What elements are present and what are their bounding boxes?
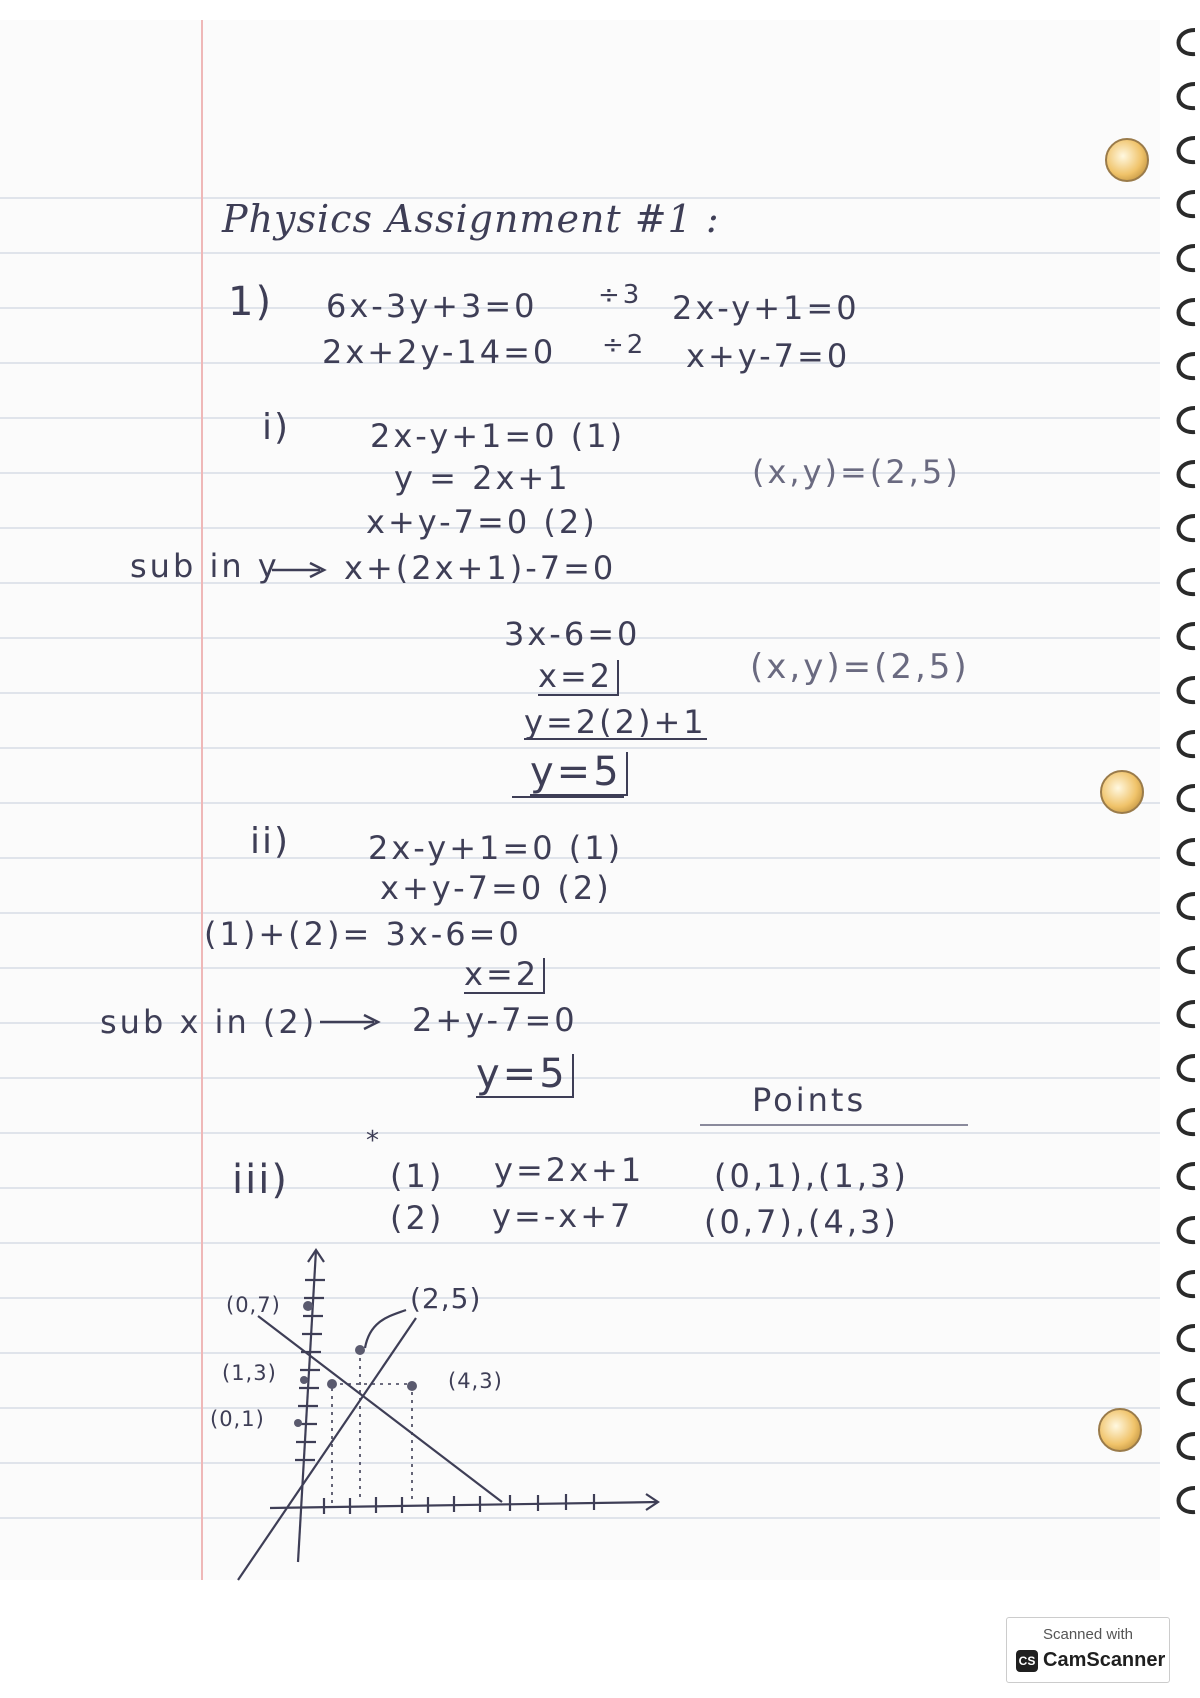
equation-1-points: (0,1),(1,3) (714, 1157, 909, 1195)
point-label-2-5: (2,5) (410, 1282, 482, 1315)
part-i-line1: 2x-y+1=0 (1) (370, 417, 626, 455)
part-i-x-answer: x=2 (538, 660, 619, 696)
part-ii-line5: 2+y-7=0 (412, 1001, 578, 1039)
point-label-0-7: (0,7) (226, 1293, 281, 1317)
operation-a: ÷3 (598, 280, 643, 310)
part-i-label: i) (262, 407, 291, 448)
part-ii-line2: x+y-7=0 (2) (380, 869, 612, 907)
part-iii-label: iii) (232, 1157, 289, 1203)
part-i-substitution-label: sub in y (130, 547, 280, 585)
spiral-binding (1165, 10, 1200, 1590)
part-ii-y-answer: y=5 (476, 1054, 574, 1098)
equation-2-points: (0,7),(4,3) (704, 1203, 899, 1241)
punch-hole (1105, 138, 1149, 182)
operation-b: ÷2 (602, 330, 647, 360)
equation-2: y=-x+7 (492, 1197, 634, 1235)
part-i-line5: 3x-6=0 (504, 615, 641, 653)
part-i-solution-note-2: (x,y)=(2,5) (750, 647, 970, 687)
point-label-1-3: (1,3) (222, 1361, 277, 1385)
part-ii-line1: 2x-y+1=0 (1) (368, 829, 624, 867)
margin-line (201, 20, 203, 1580)
equation-1: y=2x+1 (494, 1151, 645, 1189)
part-ii-substitution-label: sub x in (2) (100, 1003, 318, 1041)
arrow-icon (318, 1012, 384, 1032)
points-header: Points (752, 1081, 867, 1119)
x-axis (270, 1502, 658, 1508)
point-label-4-3: (4,3) (448, 1369, 503, 1393)
part-i-y-answer: y=5 (530, 752, 628, 796)
equation-2-tag: (2) (390, 1199, 445, 1237)
guide-lines (332, 1350, 412, 1504)
point-label-0-1: (0,1) (210, 1407, 265, 1431)
part-i-line4: x+(2x+1)-7=0 (344, 549, 617, 587)
watermark-line1: Scanned with (1042, 1626, 1134, 1643)
camscanner-watermark (1006, 1617, 1170, 1683)
page-title: Physics Assignment #1 : (222, 197, 720, 241)
part-i-line3: x+y-7=0 (2) (366, 503, 598, 541)
part-i-line7: y=2(2)+1 (524, 703, 707, 741)
question-number: 1) (228, 279, 274, 325)
camscanner-logo-icon: CS (1016, 1650, 1038, 1672)
line-graph-sketch (210, 1250, 680, 1580)
arrow-icon (270, 560, 330, 580)
part-i-line2: y = 2x+1 (394, 459, 571, 497)
result-b: x+y-7=0 (686, 337, 851, 375)
equation-1-tag: (1) (390, 1157, 445, 1195)
points-divider (700, 1124, 968, 1126)
punch-hole (1098, 1408, 1142, 1452)
underline (512, 796, 624, 798)
punch-hole (1100, 770, 1144, 814)
line-y-2x-plus-1 (238, 1318, 416, 1580)
part-i-solution-note-1: (x,y)=(2,5) (752, 453, 961, 491)
star-mark: * (366, 1126, 381, 1156)
watermark-line2: CamScanner (1043, 1649, 1166, 1671)
result-a: 2x-y+1=0 (672, 289, 860, 327)
line-y-minus-x-plus-7 (258, 1316, 502, 1502)
equation-b: 2x+2y-14=0 (322, 333, 557, 371)
part-ii-label: ii) (250, 821, 291, 862)
equation-a: 6x-3y+3=0 (326, 287, 538, 325)
part-ii-line3: (1)+(2)= 3x-6=0 (204, 915, 522, 953)
part-ii-x-answer: x=2 (464, 958, 545, 994)
